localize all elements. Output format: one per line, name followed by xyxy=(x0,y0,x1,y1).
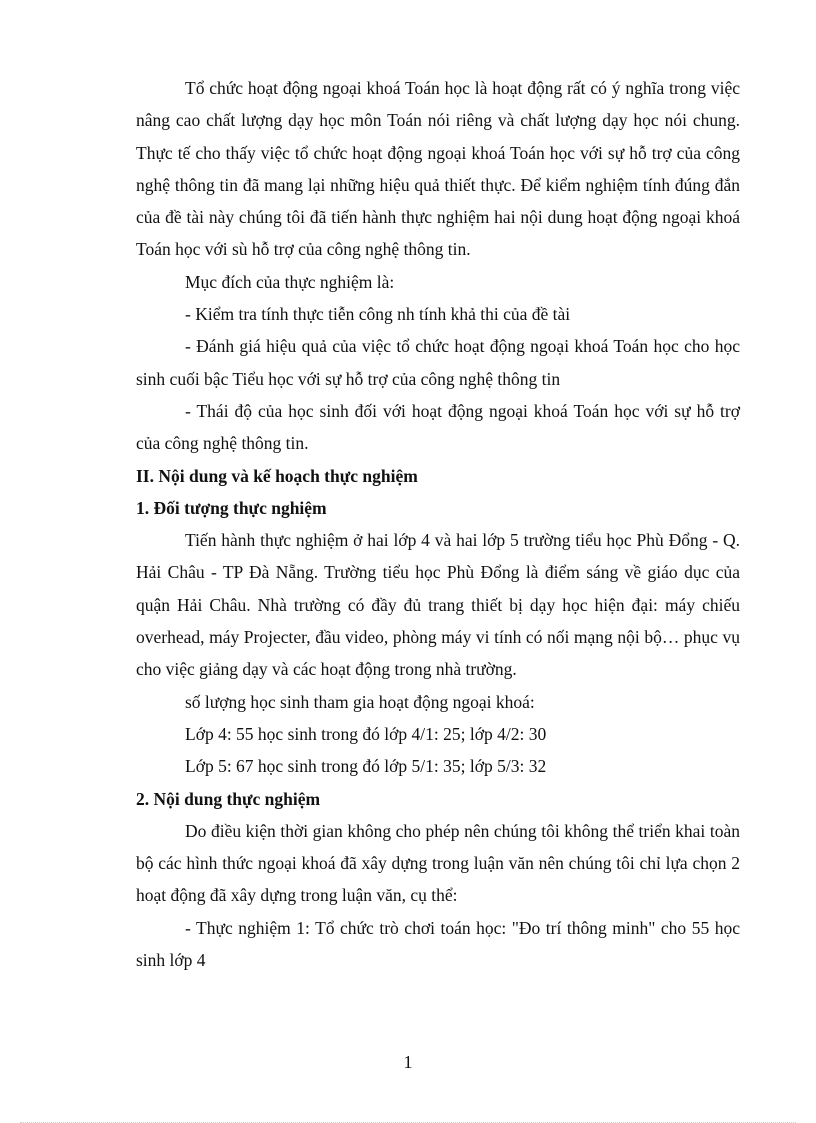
intro-paragraph: Tổ chức hoạt động ngoại khoá Toán học là hoạt động rất có ý nghĩa trong việc nâng cao chất lượng dạy học môn Toán nói riêng và chất lượng dạy học nói chung. Thực tế cho thấy việc tổ chức hoạt động ngoại khoá Toán học với sự hỗ trợ của công nghệ thông tin đã mang lại những hiệu quả thiết thực. Để kiểm nghiệm tính đúng đắn của đề tài này chúng tôi đã tiến hành thực nghiệm hai nội dung hoạt động ngoại khoá Toán học với sù hỗ trợ của công nghệ thông tin. xyxy=(136,78,740,260)
content-paragraph: Do điều kiện thời gian không cho phép nên chúng tôi không thể triển khai toàn bộ các hình thức ngoại khoá đã xây dựng trong luận văn nên chúng tôi chỉ lựa chọn 2 hoạt động đã xây dựng trong luận văn, cụ thể: xyxy=(136,820,740,906)
goal-item-2: - Đánh giá hiệu quả của việc tổ chức hoạt động ngoại khoá Toán học cho học sinh cuối bậc Tiểu học với sự hỗ trợ của công nghệ thông tin xyxy=(136,336,740,389)
student-count-intro: số lượng học sinh tham gia hoạt động ngoại khoá: xyxy=(185,691,535,712)
goal-item-1: - Kiểm tra tính thực tiễn công nh tính khả thi của đề tài xyxy=(185,304,571,325)
grade-5-count: Lớp 5: 67 học sinh trong đó lớp 5/1: 35; lớp 5/3: 32 xyxy=(185,756,547,777)
section-heading: II. Nội dung và kế hoạch thực nghiệm xyxy=(136,465,418,486)
subheading-subjects: 1. Đối tượng thực nghiệm xyxy=(136,497,327,518)
document-body xyxy=(136,72,740,976)
subheading-content: 2. Nội dung thực nghiệm xyxy=(136,788,321,809)
purpose-paragraph: Mục đích của thực nghiệm là: xyxy=(185,271,395,292)
subjects-paragraph: Tiến hành thực nghiệm ở hai lớp 4 và hai lớp 5 trường tiểu học Phù Đổng - Q. Hải Châu - TP Đà Nẵng. Trường tiểu học Phù Đổng là điểm sáng về giáo dục của quận Hải Châu. Nhà trường có đầy đủ trang thiết bị dạy học hiện đại: máy chiếu overhead, máy Projecter, đầu video, phòng máy vi tính có nối mạng nội bộ… phục vụ cho việc giảng dạy và các hoạt động trong nhà trường. xyxy=(136,530,740,680)
grade-4-count: Lớp 4: 55 học sinh trong đó lớp 4/1: 25; lớp 4/2: 30 xyxy=(185,723,547,744)
goal-item-3: - Thái độ của học sinh đối với hoạt động ngoại khoá Toán học với sự hỗ trợ của công nghệ thông tin. xyxy=(136,400,740,454)
experiment-1-item: - Thực nghiệm 1: Tổ chức trò chơi toán học: "Đo trí thông minh" cho 55 học sinh lớp 4 xyxy=(136,917,740,971)
page-number: 1 xyxy=(403,1052,413,1072)
